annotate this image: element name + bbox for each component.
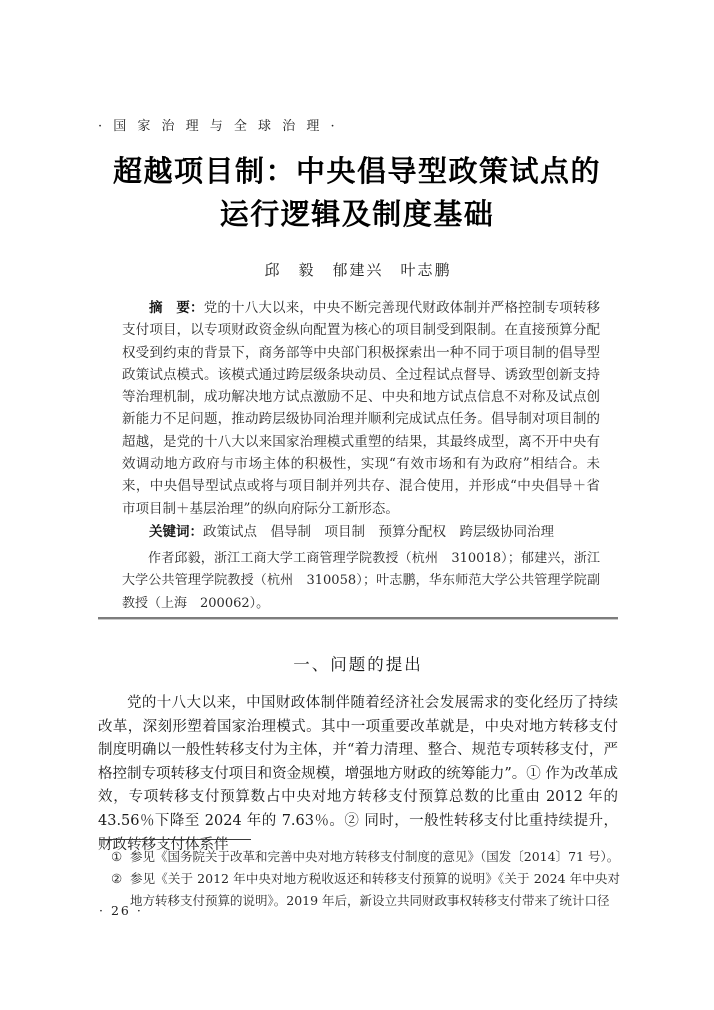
authors-byline: 邱 毅 郁建兴 叶志鹏	[264, 261, 452, 279]
article-title-line-2: 运行逻辑及制度基础	[219, 197, 495, 231]
abstract-block	[122, 297, 600, 543]
author-affiliations-note: 作者邱毅，浙江工商大学工商管理学院教授（杭州 310018）；郁建兴，浙江大学公共管理学院教授（杭州 310058）；叶志鹏，华东师范大学公共管理学院副教授（上海 200062）。	[122, 551, 600, 611]
abstract-paragraph	[122, 297, 600, 520]
footnote-item	[98, 846, 620, 868]
footnote-separator-rule	[99, 839, 251, 840]
footnote-text-1: 参见《国务院关于改革和完善中央对地方转移支付制度的意见》（国发〔2014〕71 号）。	[130, 849, 620, 864]
column-section-header: · 国 家 治 理 与 全 球 治 理 ·	[98, 119, 339, 134]
footnote-marker-2: ②	[111, 871, 123, 886]
keywords-line	[122, 521, 600, 543]
article-title-line-1: 超越项目制：中央倡导型政策试点的	[112, 154, 601, 188]
footnote-item	[98, 868, 620, 912]
abstract-label: 摘 要：	[149, 300, 204, 316]
abstract-text: 党的十八大以来，中央不断完善现代财政体制并严格控制专项转移支付项目，以专项财政资金纵向配置为核心的项目制受到限制。在直接预算分配权受到约束的背景下，商务部等中央部门积极探索出一种不同于项目制的倡导型政策试点模式。该模式通过跨层级条块动员、全过程试点督导、诱致型创新支持等治理机制，成功解决地方试点激励不足、中央和地方试点信息不对称及试点创新能力不足问题，推动跨层级协同治理并顺利完成试点任务。倡导制对项目制的超越，是党的十八大以来国家治理模式重塑的结果，其最终成型，离不开中央有效调动地方政府与市场主体的积极性，实现“有效市场和有为政府”相结合。未来，中央倡导型试点或将与项目制并列共存、混合使用，并形成“中央倡导＋省市项目制＋基层治理”的纵向府际分工新形态。	[122, 300, 600, 517]
body-paragraph: 党的十八大以来，中国财政体制伴随着经济社会发展需求的变化经历了持续改革，深刻形塑着国家治理模式。其中一项重要改革就是，中央对地方转移支付制度明确以一般性转移支付为主体，并“着力清理、整合、规范专项转移支付，严格控制专项转移支付项目和资金规模，增强地方财政的统筹能力”。① 作为改革成效，专项转移支付预算数占中央对地方转移支付预算总数的比重由 2012 年的 43.56％下降至 2024 年的 7.63％。② 同时，一般性转移支付比重持续提升，财政转移支付体系伴	[98, 695, 618, 853]
footnote-text-2: 参见《关于 2012 年中央对地方税收返还和转移支付预算的说明》《关于 2024 年中央对地方转移支付预算的说明》。2019 年后，新设立共同财政事权转移支付带来了统计口径	[130, 871, 620, 908]
section-heading: 一、问题的提出	[293, 655, 423, 674]
keywords-text: 政策试点 倡导制 项目制 预算分配权 跨层级协同治理	[203, 523, 554, 540]
page-number: · 26 ·	[99, 903, 143, 918]
header-divider-rule	[98, 617, 618, 620]
footnotes	[98, 846, 620, 912]
keywords-label: 关键词：	[149, 523, 203, 540]
footnote-marker-1: ①	[111, 849, 123, 864]
article-title	[70, 150, 644, 236]
